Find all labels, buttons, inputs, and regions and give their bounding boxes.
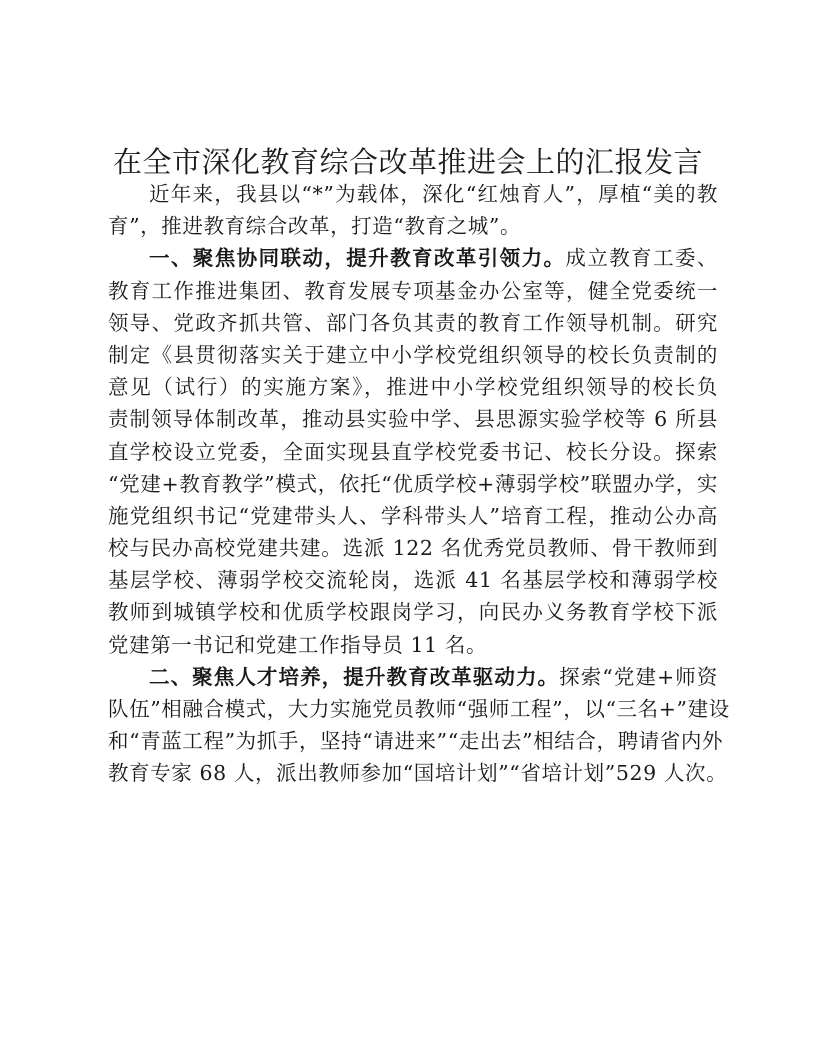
paragraph-text: 探索“党建+师资 <box>559 664 718 689</box>
paragraph-text: 成立教育工委、 <box>565 246 718 271</box>
section-heading-line <box>108 242 718 274</box>
paragraph-line: 直学校设立党委，全面实现县直学校党委书记、校长分设。探索 <box>108 439 718 464</box>
paragraph-line: 基层学校、薄弱学校交流轮岗，选派 41 名基层学校和薄弱学校 <box>108 568 718 593</box>
paragraph-line: 教师到城镇学校和优质学校跟岗学习，向民办义务教育学校下派 <box>108 600 718 625</box>
paragraph-line: 领导、党政齐抓共管、部门各负其责的教育工作领导机制。研究 <box>108 310 718 335</box>
page-title: 在全市深化教育综合改革推进会上的汇报发言 <box>112 145 703 179</box>
paragraph-line: 教育工作推进集团、教育发展专项基金办公室等，健全党委统一 <box>108 278 718 303</box>
paragraph-line: 党建第一书记和党建工作指导员 11 名。 <box>108 632 488 657</box>
paragraph-line: 校与民办高校党建共建。选派 122 名优秀党员教师、骨干教师到 <box>108 536 718 561</box>
section-heading: 二、聚焦人才培养，提升教育改革驱动力。 <box>149 664 560 689</box>
paragraph-line: 制定《县贯彻落实关于建立中小学校党组织领导的校长负责制的 <box>108 342 718 367</box>
section-heading-line <box>108 661 718 693</box>
paragraph-line: 育”，推进教育综合改革，打造“教育之城”。 <box>108 214 522 239</box>
paragraph-line: 教育专家 68 人，派出教师参加“国培计划”“省培计划”529 人次。 <box>108 761 728 786</box>
paragraph-line: 责制领导体制改革，推动县实验中学、县思源实验学校等 6 所县 <box>108 407 718 432</box>
section-heading: 一、聚焦协同联动，提升教育改革引领力。 <box>149 246 566 271</box>
paragraph-line: 近年来，我县以“*”为载体，深化“红烛育人”，厚植“美的教 <box>149 182 718 206</box>
paragraph-line: “党建+教育教学”模式，依托“优质学校+薄弱学校”联盟办学，实 <box>108 471 718 496</box>
paragraph-line: 和“青蓝工程”为抓手，坚持“请进来”“走出去”相结合，聘请省内外 <box>108 729 724 754</box>
paragraph-line: 意见（试行）的实施方案》，推进中小学校党组织领导的校长负 <box>108 375 718 400</box>
document-body <box>108 178 730 790</box>
paragraph-line: 施党组织书记“党建带头人、学科带头人”培育工程，推动公办高 <box>108 503 718 528</box>
paragraph-line: 队伍”相融合模式，大力实施党员教师“强师工程”，以“三名+”建设 <box>108 697 730 721</box>
